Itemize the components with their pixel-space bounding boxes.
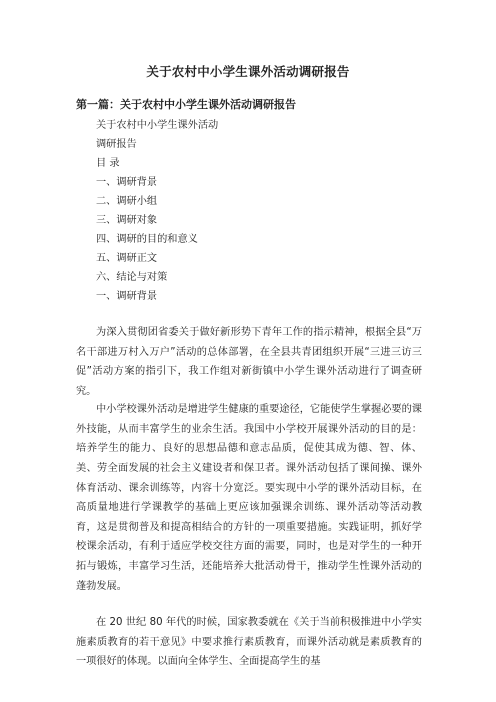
outline-line: 一、调研背景 [96, 177, 158, 188]
outline-lines [76, 116, 436, 306]
outline-line: 六、结论与对策 [96, 272, 168, 283]
outline-line: 目 录 [96, 158, 120, 169]
outline-line: 关于农村中小学生课外活动 [96, 120, 219, 131]
outline-line: 二、调研小组 [96, 196, 158, 207]
body-paragraph: 中小学校课外活动是增进学生健康的重要途径，它能使学生掌握必要的课外技能，从而丰富学生的业余生活。我国中小学校开展课外活动的目的是：培养学生的能力、良好的思想品德和意志品质，促使其成为德、智、体、美、劳全面发展的社会主义建设者和保卫者。课外活动包括了课间操、课外体育活动、课余训练等，内容十分宽泛。要实现中小学的课外活动目标，在高质量地进行学课教学的基础上更应该加强课余训练、课外活动等活动教育，这是贯彻普及和提高相结合的方针的一项重要措施。实践证明，抓好学校课余活动，有利于适应学校交往方面的需要，同时，也是对学生的一种开拓与锻炼，丰富学习生活，还能培养大批活动骨干，推动学生性课外活动的蓬勃发展。 [76, 404, 422, 592]
outline-line: 一、调研背景 [96, 291, 158, 302]
section-heading: 第一篇：关于农村中小学生课外活动调研报告 [76, 98, 296, 111]
outline-line: 四、调研的目的和意义 [96, 234, 198, 245]
body-paragraph: 为深入贯彻团省委关于做好新形势下青年工作的指示精神，根据全县“万名干部进万村入万户”活动的总体部署，在全县共青团组织开展“三进三访三促”活动方案的指引下，我工作组对新街镇中小学生课外活动进行了调查研究。 [76, 327, 422, 397]
outline-line: 三、调研对象 [96, 215, 158, 226]
document-title: 关于农村中小学生课外活动调研报告 [146, 64, 350, 79]
outline-line: 调研报告 [96, 139, 137, 150]
body-paragraph: 在 20 世纪 80 年代的时候，国家教委就在《关于当前积极推进中小学实施素质教育的若干意见》中要求推行素质教育，而课外活动就是素质教育的一项很好的体现。以面向全体学生、全面提高学生的基 [76, 617, 422, 668]
outline-line: 五、调研正文 [96, 253, 158, 264]
